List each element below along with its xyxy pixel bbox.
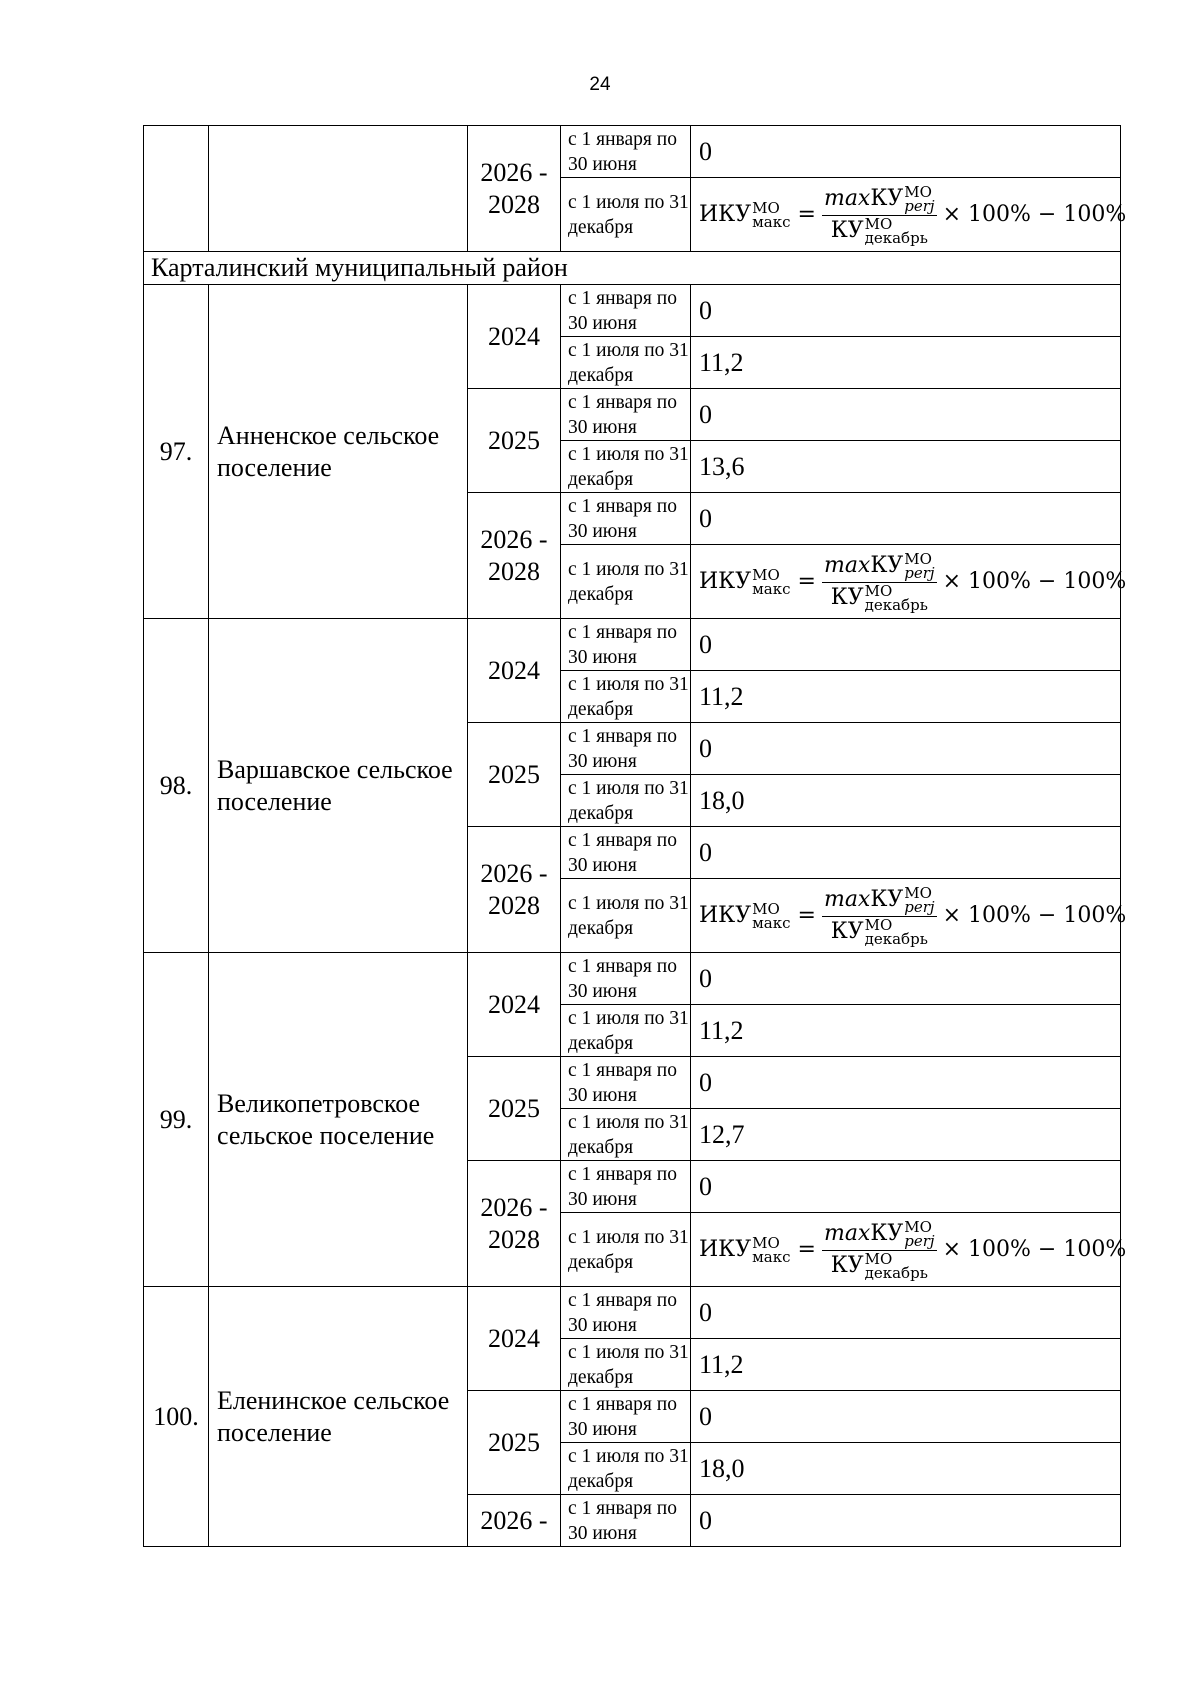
year-cell: 2024 xyxy=(468,1287,561,1391)
period-cell: с 1 июля по 31 декабря xyxy=(561,1005,691,1057)
value-cell: 18,0 xyxy=(691,1443,1121,1495)
tariff-table xyxy=(143,125,1127,1547)
year-cell: 2025 xyxy=(468,1057,561,1161)
settlement-name-cell: Варшавское сельское поселение xyxy=(209,619,468,953)
value-cell: 0 xyxy=(691,827,1121,879)
year-cell: 2026 - 2028 xyxy=(468,1161,561,1287)
settlement-name-cell: Еленинское сельское поселение xyxy=(209,1287,468,1547)
period-cell: с 1 января по 30 июня xyxy=(561,619,691,671)
period-cell: с 1 января по 30 июня xyxy=(561,285,691,337)
settlement-name-cell xyxy=(209,126,468,252)
value-cell: 11,2 xyxy=(691,1339,1121,1391)
year-cell: 2024 xyxy=(468,953,561,1057)
iku-formula: ИКУ МО макс = maxКУ МО perj КУ МО декабрь × 100% − 100% xyxy=(699,1217,1127,1282)
value-cell: 0 xyxy=(691,1495,1121,1547)
iku-formula: ИКУ МО макс = maxКУ МО perj КУ МО декабрь × 100% − 100% xyxy=(699,549,1127,614)
period-cell: с 1 июля по 31 декабря xyxy=(561,1443,691,1495)
period-cell: с 1 июля по 31 декабря xyxy=(561,545,691,619)
value-cell: 0 xyxy=(691,723,1121,775)
row-number-cell: 97. xyxy=(144,285,209,619)
year-cell: 2026 - 2028 xyxy=(468,827,561,953)
year-cell: 2025 xyxy=(468,723,561,827)
value-cell: 0 xyxy=(691,619,1121,671)
period-cell: с 1 июля по 31 декабря xyxy=(561,1213,691,1287)
iku-formula: ИКУ МО макс = maxКУ МО perj КУ МО декабрь × 100% − 100% xyxy=(699,883,1127,948)
period-cell: с 1 января по 30 июня xyxy=(561,126,691,178)
value-cell: 0 xyxy=(691,1057,1121,1109)
formula-cell xyxy=(691,178,1127,252)
page-number: 24 xyxy=(589,74,611,95)
value-cell: 11,2 xyxy=(691,1005,1121,1057)
row-number-cell xyxy=(144,126,209,252)
year-cell: 2025 xyxy=(468,389,561,493)
period-cell: с 1 января по 30 июня xyxy=(561,827,691,879)
value-cell: 11,2 xyxy=(691,671,1121,723)
period-cell: с 1 июля по 31 декабря xyxy=(561,178,691,252)
district-header-row xyxy=(144,252,1121,285)
value-cell: 13,6 xyxy=(691,441,1121,493)
period-cell: с 1 января по 30 июня xyxy=(561,493,691,545)
formula-cell xyxy=(691,545,1127,619)
value-cell: 0 xyxy=(691,389,1121,441)
district-name: Карталинский муниципальный район xyxy=(144,252,1121,285)
period-cell: с 1 января по 30 июня xyxy=(561,953,691,1005)
year-cell: 2024 xyxy=(468,285,561,389)
value-cell: 0 xyxy=(691,1161,1121,1213)
year-cell: 2026 - 2028 xyxy=(468,126,561,252)
period-cell: с 1 января по 30 июня xyxy=(561,1391,691,1443)
value-cell: 0 xyxy=(691,285,1121,337)
year-cell: 2026 - 2028 xyxy=(468,493,561,619)
period-cell: с 1 января по 30 июня xyxy=(561,723,691,775)
period-cell: с 1 июля по 31 декабря xyxy=(561,1109,691,1161)
table-row xyxy=(144,285,1121,337)
table-row xyxy=(144,1287,1121,1339)
period-cell: с 1 июля по 31 декабря xyxy=(561,879,691,953)
formula-cell xyxy=(691,879,1127,953)
settlement-name-cell: Великопетровское сельское поселение xyxy=(209,953,468,1287)
settlement-name-cell: Анненское сельское поселение xyxy=(209,285,468,619)
value-cell: 12,7 xyxy=(691,1109,1121,1161)
iku-formula: ИКУ МО макс = maxКУ МО perj КУ МО декабрь × 100% − 100% xyxy=(699,182,1127,247)
value-cell: 11,2 xyxy=(691,337,1121,389)
period-cell: с 1 января по 30 июня xyxy=(561,1057,691,1109)
period-cell: с 1 января по 30 июня xyxy=(561,1495,691,1547)
value-cell: 0 xyxy=(691,1391,1121,1443)
period-cell: с 1 января по 30 июня xyxy=(561,1161,691,1213)
value-cell: 0 xyxy=(691,1287,1121,1339)
year-cell: 2025 xyxy=(468,1391,561,1495)
period-cell: с 1 июля по 31 декабря xyxy=(561,671,691,723)
row-number-cell: 99. xyxy=(144,953,209,1287)
table-row xyxy=(144,619,1121,671)
period-cell: с 1 января по 30 июня xyxy=(561,389,691,441)
period-cell: с 1 июля по 31 декабря xyxy=(561,775,691,827)
value-cell: 0 xyxy=(691,126,1121,178)
period-cell: с 1 июля по 31 декабря xyxy=(561,1339,691,1391)
year-cell: 2024 xyxy=(468,619,561,723)
value-cell: 18,0 xyxy=(691,775,1121,827)
row-number-cell: 100. xyxy=(144,1287,209,1547)
table-row xyxy=(144,126,1121,178)
year-cell: 2026 - xyxy=(468,1495,561,1547)
period-cell: с 1 января по 30 июня xyxy=(561,1287,691,1339)
period-cell: с 1 июля по 31 декабря xyxy=(561,337,691,389)
value-cell: 0 xyxy=(691,493,1121,545)
row-number-cell: 98. xyxy=(144,619,209,953)
table-row xyxy=(144,953,1121,1005)
formula-cell xyxy=(691,1213,1127,1287)
period-cell: с 1 июля по 31 декабря xyxy=(561,441,691,493)
value-cell: 0 xyxy=(691,953,1121,1005)
